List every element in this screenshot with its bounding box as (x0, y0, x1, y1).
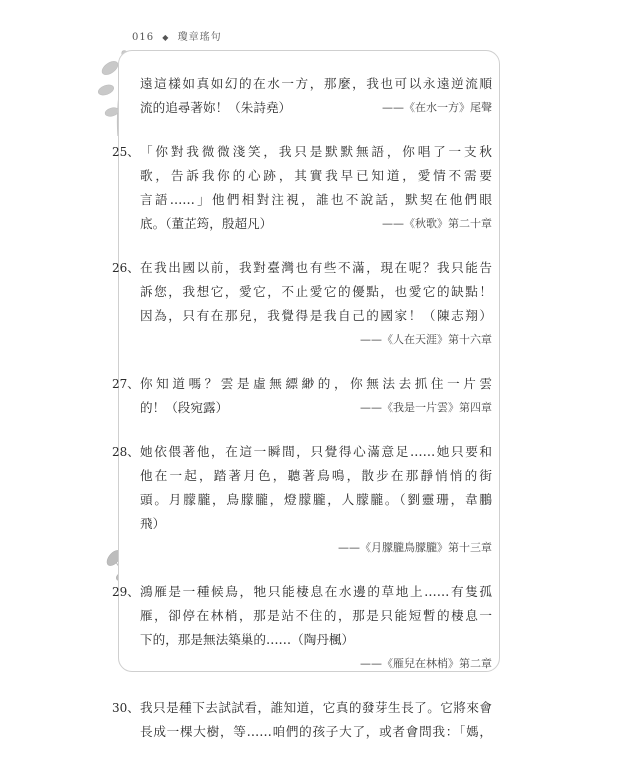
intro-entry (140, 72, 492, 120)
quote-source: ——《月朦朧鳥朦朧》第十三章 (338, 541, 492, 554)
quote-line: 言語……」他們相對注視，誰也不說話，默契在他們眼 (140, 192, 492, 207)
quote-line: 你知道嗎？雲是虛無縹緲的，你無法去抓住一片雲 (140, 376, 492, 391)
quote-source: ——《雁兒在林梢》第二章 (360, 657, 492, 670)
entry-number: 29、 (112, 585, 140, 599)
quote-line: 他在一起，踏著月色，聽著鳥鳴，散步在那靜悄悄的街 (140, 468, 492, 483)
list-item (112, 256, 492, 352)
quote-line: 下的，那是無法築巢的……（陶丹楓） (140, 632, 355, 647)
quote-source-line (140, 652, 492, 676)
quote-source-line (140, 536, 492, 560)
list-item (112, 140, 492, 236)
book-title: 瓊章瑤句 (177, 32, 222, 43)
header-separator: ◆ (162, 33, 170, 42)
list-item (112, 372, 492, 420)
entry-number: 26、 (112, 261, 140, 275)
quote-line-with-source (140, 96, 492, 120)
quote-line: 訴您，我想它，愛它，不止愛它的優點，也愛它的缺點！ (140, 284, 492, 299)
quote-line: 飛） (140, 516, 166, 531)
quote-line: 雁，卻停在林梢，那是站不住的，那是只能短暫的棲息一 (140, 608, 492, 623)
quote-source-line (140, 328, 492, 352)
entry-number: 30、 (112, 701, 140, 715)
entry-number: 28、 (112, 445, 140, 459)
quote-line: 遠這樣如真如幻的在水一方，那麼，我也可以永遠逆流順 (140, 76, 492, 91)
quote-line: 頭。月朦朧，鳥朦朧，燈朦朧，人朦朧。（劉靈珊，韋鵬 (140, 492, 492, 507)
quote-line: 歌，告訴我你的心跡，其實我早已知道，愛情不需要 (140, 168, 492, 183)
list-item (112, 580, 492, 676)
quote-line-with-source (140, 396, 492, 420)
quote-source: ——《秋歌》第二十章 (382, 217, 492, 230)
quote-line: 鴻雁是一種候鳥，牠只能棲息在水邊的草地上……有隻孤 (140, 584, 492, 599)
list-item (112, 440, 492, 560)
quote-line: 的！（段宛露） (140, 400, 229, 415)
page-header (132, 28, 222, 43)
quote-source: ——《在水一方》尾聲 (382, 101, 492, 114)
quote-line: 流的追尋著妳！（朱詩堯） (140, 100, 292, 115)
quote-source: ——《人在天涯》第十六章 (360, 333, 492, 346)
entry-number: 25、 (112, 145, 140, 159)
list-item (112, 696, 492, 744)
quote-line: 因為，只有在那兒，我覺得是我自己的國家！（陳志翔） (140, 308, 492, 323)
quote-line: 底。（董芷筠，殷超凡） (140, 216, 273, 231)
quote-line: 我只是種下去試試看，誰知道，它真的發芽生長了。它將來會 (140, 700, 492, 715)
quote-line: 她依偎著他，在這一瞬間，只覺得心滿意足……她只要和 (140, 444, 492, 459)
entry-number: 27、 (112, 377, 140, 391)
quote-list (112, 72, 492, 764)
quote-line: 「你對我微微淺笑，我只是默默無語，你唱了一支秋 (140, 144, 492, 159)
quote-line: 長成一棵大樹，等……咱們的孩子大了，或者會問我：「媽， (140, 724, 492, 739)
quote-line-with-source (140, 212, 492, 236)
quote-line: 在我出國以前，我對臺灣也有些不滿，現在呢？我只能告 (140, 260, 492, 275)
page-number: 016 (132, 32, 155, 43)
quote-source: ——《我是一片雲》第四章 (360, 401, 492, 414)
